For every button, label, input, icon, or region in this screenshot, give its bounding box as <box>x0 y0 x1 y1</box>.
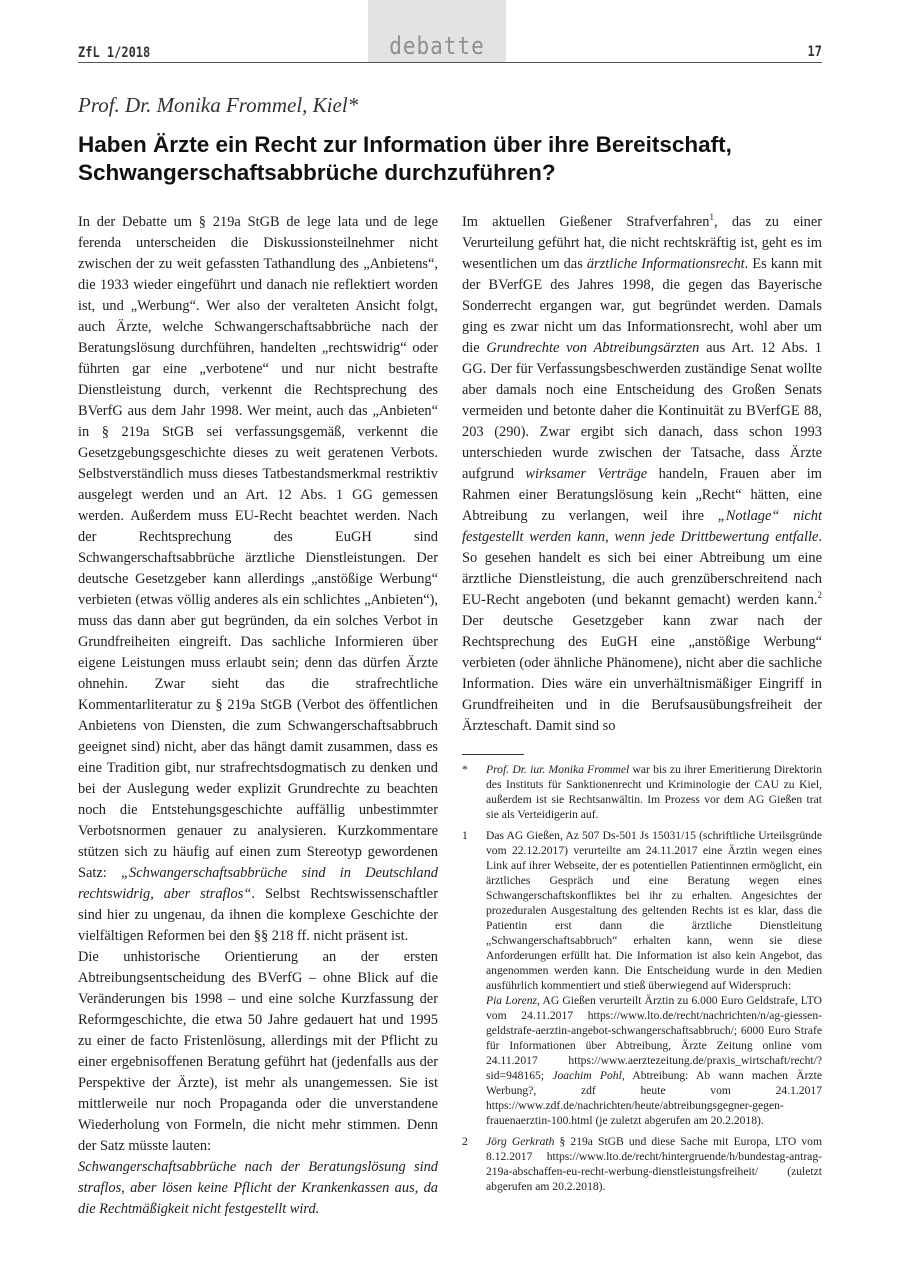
footnote-rule <box>462 754 524 755</box>
left-column <box>78 212 438 1220</box>
paragraph-3-emphasis: Schwangerschaftsabbrüche nach der Beratungslösung sind straflos, aber lösen keine Pflicht der Krankenkassen aus, da die Rechtmäßigkeit nicht festgestellt wird. <box>78 1159 438 1217</box>
header-rule <box>78 62 822 63</box>
quote-emphasis: „Schwangerschaftsabbrüche sind in Deutschland rechtswidrig, aber straflos“ <box>78 865 438 902</box>
article-title: Haben Ärzte ein Recht zur Information über ihre Bereitschaft, Schwangerschaftsabbrüche durchzuführen? <box>78 132 732 185</box>
journal-issue: ZfL 1/2018 <box>78 44 151 61</box>
footnote-ref-2[interactable]: 2 <box>817 590 822 601</box>
author-line: Prof. Dr. Monika Frommel, Kiel* <box>78 93 359 117</box>
footnote-1: 1 Das AG Gießen, Az 507 Ds-501 Js 15031/15 (schriftliche Urteilsgründe vom 22.12.2017) verurteilte am 24.11.2017 eine Ärztin wegen eines Link auf ihrer Webseite, der es potentiellen Patientinnen ermöglicht, ein ärztliches Gespräch und eine Beratung wegen eines Schwangerschaftskonfliktes bei ihr zu erhalten. Angesichtes der prozeduralen Ausgestaltung des geltenden Rechts ist es klar, dass die Patientin erst dann die ärztliche Dienstleitung „Schwangerschaftsabbruch“ erhalten kann, wenn sie diese Anforderungen erfüllt hat. Die Information ist also kein Angebot, das angenommen werden kann. Die Entscheidung wurde in den Medien ausführlich kommentiert und stieß überwiegend auf Widerspruch: Pia Lorenz, AG Gießen verurteilt Ärztin zu 6.000 Euro Geldstrafe, LTO vom 24.11.2017 https://www.lto.de/recht/nachrichten/n/ag-giessen-geldstrafe-aerztin-angebot-schwangerschaftsabbruch/; 6000 Euro Strafe für Informationen über Abtreibung, Ärzte Zeitung online vom 24.11.2017 https://www.aerztezeitung.de/praxis_wirtschaft/recht/?sid=948165; Joachim Pohl, Abtreibung: Ab wann machen Ärzte Werbung?, zdf heute vom 24.1.2017 https://www.zdf.de/nachrichten/heute/abtreibungsgegner-gegen-frauenaerztin-100.html (je zuletzt abgerufen am 20.2.2018). <box>462 829 823 1127</box>
footnote-ref-1[interactable]: 1 <box>709 212 714 223</box>
footnote-2: 2 Jörg Gerkrath § 219a StGB und diese Sache mit Europa, LTO vom 8.12.2017 https://www.lto.de/recht/hintergruende/h/bundestag-antrag-219a-abschaffen-eu-recht-werbung-dienstleistungsfreiheit/ (zuletzt abgerufen am 20.2.2018). <box>462 1135 822 1193</box>
paragraph-4: Im aktuellen Gießener Strafverfahren$^1$, das zu einer Verurteilung geführt hat, die nicht rechtskräftig ist, geht es im wesentlichen um das ärztliche Informationsrecht. Es kann mit der BVerfGE des Jahres 1998, die gegen das Bayerische Sonderrecht ergangen war, gut begründet werden. Damals ging es zwar nicht um das Informationsrecht, wohl aber um die Grundrechte von Abtreibungsärzten aus Art. 12 Abs. 1 GG. Der für Verfassungsbeschwerden zuständige Senat wollte aber damals noch eine Entscheidung des Großen Senats vermeiden und betonte daher die Kontinuität zu BVerfGE 88, 203 (290). Zwar ergibt sich danach, dass schon 1993 unterschieden wurde zwischen der Tatsache, dass Ärzte aufgrund wirksamer Verträge handeln, Frauen aber im Rahmen einer Beratungslösung kein „Recht“ hätten, eine Abtreibung zu verlangen, weil ihre „Notlage“ nicht festgestellt werden kann, wenn jede Drittbewertung entfalle. So gesehen handelt es sich bei einer Abtreibung um eine ärztliche Dienstleistung, die auch grenzüberschreitend nach EU-Recht angeboten (und bekannt gemacht) werden kann.$^2$ Der deutsche Gesetzgeber kann zwar nach der Rechtsprechung des EuGH eine „anstößige Werbung“ verbieten (oder ähnliche Phänomene), nicht aber die sachliche Information. Dies wäre ein unverhältnismäßiger Eingriff in Grundfreiheiten und in die Berufsausübungsfreiheit der Ärzteschaft. Damit sind so <box>462 212 822 734</box>
paragraph-1: In der Debatte um § 219a StGB de lege lata und de lege ferenda unterscheiden die Diskussionsteilnehmer nicht zwischen der zu weit gefassten Tathandlung des „Anbietens“, die 1933 wieder eingeführt und danach nie reflektiert worden ist, und „Werbung“. Wer also der veralteten Ansicht folgt, auch Ärzte, welche Schwangerschaftsabbrüche nach der Beratungslösung durchführen, handelten „rechtswidrig“ oder führten gar eine „verbotene“ und nur nicht bestrafte Dienstleistung durch, verkennt die Rechtsprechung des BVerfG aus dem Jahr 1998. Wer meint, auch das „Anbieten“ in § 219a StGB sei verfassungsgemäß, verkennt die Gesetzgebungsgeschichte dieses zu weit geratenen Verbots. Selbstverständlich muss dieses Tatbestandsmerkmal restriktiv ausgelegt werden und an Art. 12 Abs. 1 GG gemessen werden. Außerdem muss EU-Recht beachtet werden. Nach der Rechtsprechung des EuGH sind Schwangerschaftsabbrüche ärztliche Dienstleistungen. Der deutsche Gesetzgeber kann allerdings „anstößige Werbung“ verbieten (etwas völlig anderes als ein schlichtes „Anbieten“), muss das dann aber gut begründen, da ein solches Verbot in Grundfreiheiten eingreift. Das sachliche Informieren über eigene Leistungen muss erlaubt sein; denn das dürfen Ärzte ohnehin. Zwar sieht das die strafrechtliche Kommentarliteratur zu § 219a StGB (Verbot des öffentlichen Anbietens von Diensten, die zum Schwangerschaftsabbruch geeignet sind) nicht, aber das hängt damit zusammen, dass es eine Tradition gibt, nur strafrechtsdogmatisch zu denken und bei der Auslegung weder explizit Grundrechte zu beachten noch die Entstehungsgeschichte auffällig unbestimmter Verbotsnormen genauer zu analysieren. Kurzkommentare stützen sich zu häufig auf einen zum Stereotyp gewordenen Satz: „Schwangerschaftsabbrüche sind in Deutschland rechtswidrig, aber straflos“. Selbst Rechtswissenschaftler sind hier zu ungenau, da ihnen die komplexe Geschichte der vielfältigen Reformen bei den §§ 218 ff. nicht präsent ist. <box>78 214 438 944</box>
footnote-author: * Prof. Dr. iur. Monika Frommel war bis zu ihrer Emeritierung Direktorin des Instituts für Sanktionenrecht und Kriminologie der CAU zu Kiel, außerdem ist sie Rechtsanwältin. Im Prozess vor dem AG Gießen trat sie als Verteidigerin auf. <box>462 763 822 821</box>
paragraph-2: Die unhistorische Orientierung an der ersten Abtreibungsentscheidung des BVerfG – ohne Blick auf die Veränderungen bis 1998 – und eine solche Kurzfassung der Reformgeschichte, die etwa 50 Jahre gedauert hat und 1995 zu einer de facto Fristenlösung, allerdings mit der Pflicht zu einer ergebnisoffenen Beratung geführt hat (jedenfalls aus der Perspektive der Ärzte), ist mehr als unangemessen. Sie ist mittlerweile nur noch Propaganda oder die unverstandene Wiederholung von Formeln, die nicht mehr stimmen. Denn der Satz müsste lauten: <box>78 949 438 1154</box>
right-column <box>462 212 822 737</box>
page-number: 17 <box>807 42 822 60</box>
section-label: debatte <box>389 32 485 60</box>
footnotes <box>462 762 822 1200</box>
